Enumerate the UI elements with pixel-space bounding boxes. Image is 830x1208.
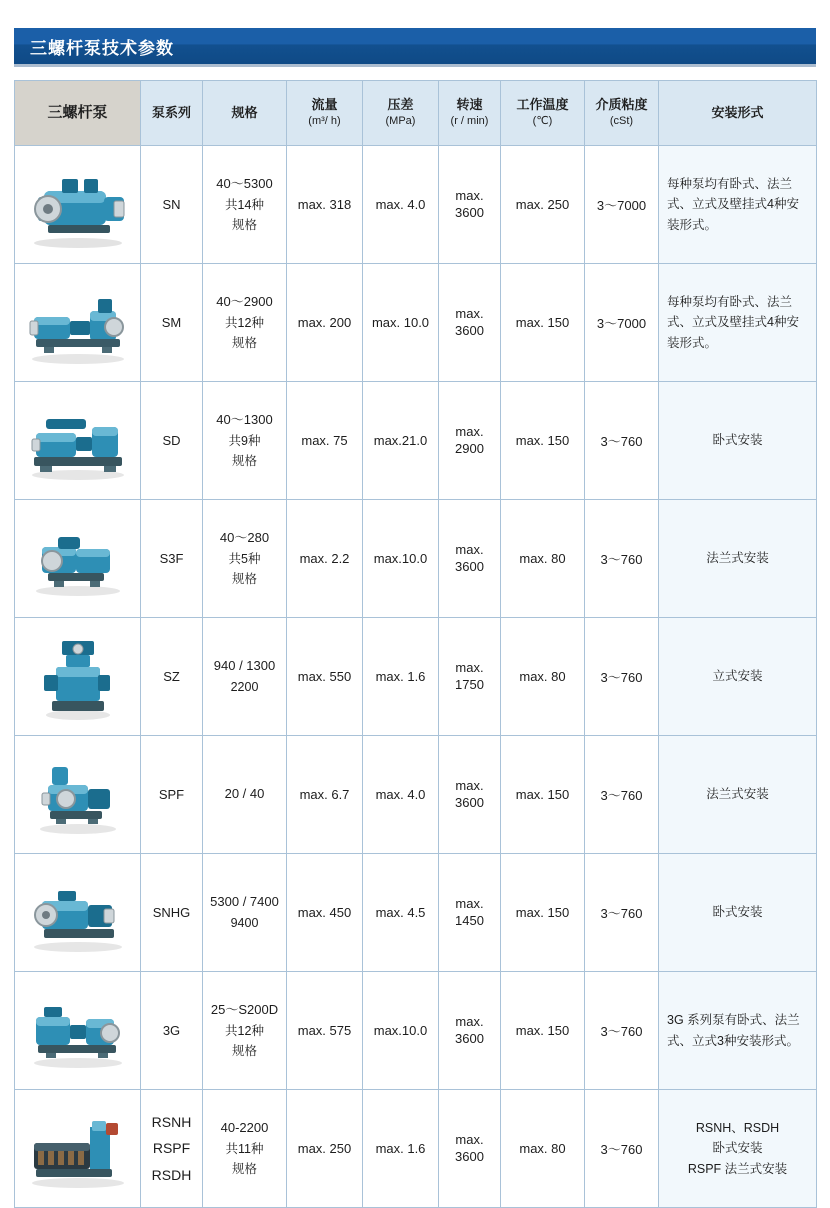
table-row [15, 382, 817, 500]
cell-viscosity: 3～760 [585, 382, 659, 500]
cell-flow: max. 450 [287, 854, 363, 972]
table-row [15, 500, 817, 618]
pump-sz-icon [15, 618, 141, 736]
table-row [15, 264, 817, 382]
cell-speed: max. 3600 [439, 736, 501, 854]
pump-rsnh-icon [15, 1090, 141, 1208]
cell-speed: max. 1750 [439, 618, 501, 736]
cell-series: SM [141, 264, 203, 382]
table-row [15, 1090, 817, 1208]
cell-series: SN [141, 146, 203, 264]
cell-temperature: max. 80 [501, 618, 585, 736]
table-header-row [15, 81, 817, 146]
cell-temperature: max. 150 [501, 736, 585, 854]
cell-temperature: max. 80 [501, 500, 585, 618]
cell-pressure: max. 10.0 [363, 264, 439, 382]
cell-speed: max. 1450 [439, 854, 501, 972]
pump-3g-icon [15, 972, 141, 1090]
table-header [15, 81, 817, 146]
cell-series: SD [141, 382, 203, 500]
cell-flow: max. 200 [287, 264, 363, 382]
cell-pressure: max.21.0 [363, 382, 439, 500]
pump-sm-icon [15, 264, 141, 382]
cell-installation [659, 1090, 817, 1208]
pump-sd-icon [15, 382, 141, 500]
column-header-series: 泵系列 [141, 81, 203, 146]
cell-pressure: max.10.0 [363, 500, 439, 618]
pump-sn-icon [15, 146, 141, 264]
cell-viscosity: 3～760 [585, 972, 659, 1090]
cell-series: SZ [141, 618, 203, 736]
cell-pressure: max. 1.6 [363, 1090, 439, 1208]
cell-temperature: max. 150 [501, 972, 585, 1090]
cell-spec: 25～S200D 共12种 规格 [203, 972, 287, 1090]
installation-line-1: RSNH、RSDH [695, 1120, 780, 1135]
cell-viscosity: 3～760 [585, 500, 659, 618]
cell-flow: max. 250 [287, 1090, 363, 1208]
cell-temperature: max. 150 [501, 382, 585, 500]
cell-spec: 40-2200 共11种 规格 [203, 1090, 287, 1208]
cell-viscosity: 3～7000 [585, 264, 659, 382]
cell-viscosity: 3～760 [585, 736, 659, 854]
cell-pressure: max. 4.0 [363, 736, 439, 854]
table-row [15, 854, 817, 972]
cell-flow: max. 2.2 [287, 500, 363, 618]
cell-viscosity: 3～7000 [585, 146, 659, 264]
cell-temperature: max. 80 [501, 1090, 585, 1208]
cell-viscosity: 3～760 [585, 854, 659, 972]
table-row [15, 736, 817, 854]
cell-temperature: max. 250 [501, 146, 585, 264]
cell-flow: max. 75 [287, 382, 363, 500]
pump-spf-icon [15, 736, 141, 854]
installation-line-2: 卧式安装 [712, 1141, 763, 1156]
cell-installation: 卧式安装 [659, 382, 817, 500]
column-header-spec: 规格 [203, 81, 287, 146]
page-title-banner [14, 28, 816, 64]
cell-spec: 40～280 共5种 规格 [203, 500, 287, 618]
column-header-flow: 流量 (m³/ h) [287, 81, 363, 146]
cell-speed: max. 3600 [439, 264, 501, 382]
cell-spec: 5300 / 7400 9400 [203, 854, 287, 972]
cell-temperature: max. 150 [501, 854, 585, 972]
spec-sheet-page [0, 28, 830, 1183]
table-body [15, 146, 817, 1208]
cell-pressure: max. 4.5 [363, 854, 439, 972]
spec-table [14, 80, 817, 1208]
column-header-temperature: 工作温度 (℃) [501, 81, 585, 146]
cell-flow: max. 550 [287, 618, 363, 736]
cell-pressure: max. 1.6 [363, 618, 439, 736]
cell-speed: max. 2900 [439, 382, 501, 500]
cell-installation: 法兰式安装 [659, 736, 817, 854]
column-header-viscosity: 介质粘度 (cSt) [585, 81, 659, 146]
cell-speed: max. 3600 [439, 500, 501, 618]
cell-series: 3G [141, 972, 203, 1090]
cell-installation: 卧式安装 [659, 854, 817, 972]
column-header-pump: 三螺杆泵 [15, 81, 141, 146]
pump-snhg-icon [15, 854, 141, 972]
cell-series: SPF [141, 736, 203, 854]
cell-pressure: max. 4.0 [363, 146, 439, 264]
cell-series: RSNH RSPF RSDH [141, 1090, 203, 1208]
column-header-pressure: 压差 (MPa) [363, 81, 439, 146]
installation-line-3: RSPF 法兰式安装 [687, 1161, 788, 1176]
cell-installation: 立式安装 [659, 618, 817, 736]
cell-installation: 法兰式安装 [659, 500, 817, 618]
cell-flow: max. 6.7 [287, 736, 363, 854]
table-row [15, 618, 817, 736]
column-header-installation: 安装形式 [659, 81, 817, 146]
cell-flow: max. 575 [287, 972, 363, 1090]
cell-installation: 每种泵均有卧式、法兰式、立式及壁挂式4种安装形式。 [659, 146, 817, 264]
pump-s3f-icon [15, 500, 141, 618]
cell-installation: 每种泵均有卧式、法兰式、立式及壁挂式4种安装形式。 [659, 264, 817, 382]
column-header-speed: 转速 (r / min) [439, 81, 501, 146]
table-row [15, 146, 817, 264]
cell-speed: max. 3600 [439, 1090, 501, 1208]
cell-speed: max. 3600 [439, 146, 501, 264]
cell-temperature: max. 150 [501, 264, 585, 382]
cell-spec: 940 / 1300 2200 [203, 618, 287, 736]
cell-viscosity: 3～760 [585, 618, 659, 736]
cell-flow: max. 318 [287, 146, 363, 264]
cell-installation: 3G 系列泵有卧式、法兰式、立式3种安装形式。 [659, 972, 817, 1090]
cell-speed: max. 3600 [439, 972, 501, 1090]
table-row [15, 972, 817, 1090]
cell-spec: 40～2900 共12种 规格 [203, 264, 287, 382]
page-title: 三螺杆泵技术参数 [30, 38, 174, 58]
cell-viscosity: 3～760 [585, 1090, 659, 1208]
cell-series: SNHG [141, 854, 203, 972]
cell-spec: 40～1300 共9种 规格 [203, 382, 287, 500]
cell-spec: 20 / 40 [203, 736, 287, 854]
cell-spec: 40～5300 共14种 规格 [203, 146, 287, 264]
cell-series: S3F [141, 500, 203, 618]
cell-pressure: max.10.0 [363, 972, 439, 1090]
